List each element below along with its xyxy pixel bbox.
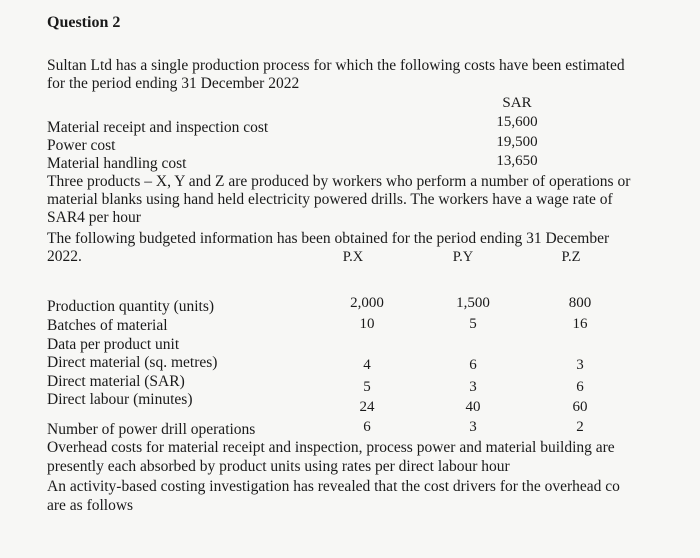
table-row-label: Direct material (SAR) (47, 373, 185, 390)
table-cell: 5 (363, 379, 371, 395)
closing-line-2: presently each absorbed by product units using rates per direct labour hour (47, 458, 510, 475)
column-header-px: P.X (342, 249, 364, 265)
products-line-1: Three products – X, Y and Z are produced by workers who perform a number of operations or (47, 173, 631, 190)
table-cell: 40 (465, 399, 481, 415)
table-cell: 6 (576, 379, 584, 395)
table-cell: 4 (363, 357, 371, 373)
cost-value-power: 19,500 (496, 134, 538, 150)
table-cell: 10 (359, 316, 375, 332)
cost-label-material-receipt: Material receipt and inspection cost (47, 119, 269, 136)
currency-header: SAR (502, 95, 532, 111)
cost-label-power: Power cost (47, 137, 116, 154)
table-row-label: Number of power drill operations (47, 421, 256, 438)
table-cell: 60 (572, 399, 588, 415)
table-section-heading: Data per product unit (47, 336, 180, 353)
cost-label-material-handling: Material handling cost (47, 155, 187, 172)
table-cell: 6 (363, 419, 371, 435)
closing-line-1: Overhead costs for material receipt and inspection, process power and material building are (47, 439, 615, 456)
table-row-label: Batches of material (47, 317, 168, 334)
cost-value-material-receipt: 15,600 (496, 114, 538, 130)
products-line-2: material blanks using hand held electricity powered drills. The workers have a wage rate of (47, 191, 613, 208)
table-cell: 3 (469, 419, 477, 435)
products-line-4: The following budgeted information has been obtained for the period ending 31 December (47, 230, 610, 247)
table-cell: 24 (359, 399, 375, 415)
products-line-5: 2022. (47, 248, 82, 265)
products-line-3: SAR4 per hour (47, 209, 141, 226)
table-row-label: Production quantity (units) (47, 298, 215, 315)
table-cell: 2 (576, 419, 584, 435)
closing-line-3: An activity-based costing investigation has revealed that the cost drivers for the overhead co (47, 478, 620, 495)
intro-line-1: Sultan Ltd has a single production process for which the following costs have been estimated (47, 57, 625, 74)
table-cell: 6 (469, 357, 477, 373)
table-cell: 2,000 (350, 295, 384, 311)
table-cell: 1,500 (456, 295, 490, 311)
table-cell: 800 (568, 295, 592, 311)
question-title: Question 2 (47, 14, 121, 31)
table-cell: 16 (572, 316, 588, 332)
column-header-py: P.Y (452, 249, 474, 265)
table-cell: 5 (469, 316, 477, 332)
table-row-label: Direct labour (minutes) (47, 391, 193, 408)
column-header-pz: P.Z (561, 249, 581, 265)
closing-line-4: are as follows (47, 497, 134, 514)
table-row-label: Direct material (sq. metres) (47, 354, 218, 371)
table-cell: 3 (576, 357, 584, 373)
intro-line-2: for the period ending 31 December 2022 (47, 75, 300, 92)
table-cell: 3 (469, 379, 477, 395)
cost-value-material-handling: 13,650 (496, 153, 538, 169)
